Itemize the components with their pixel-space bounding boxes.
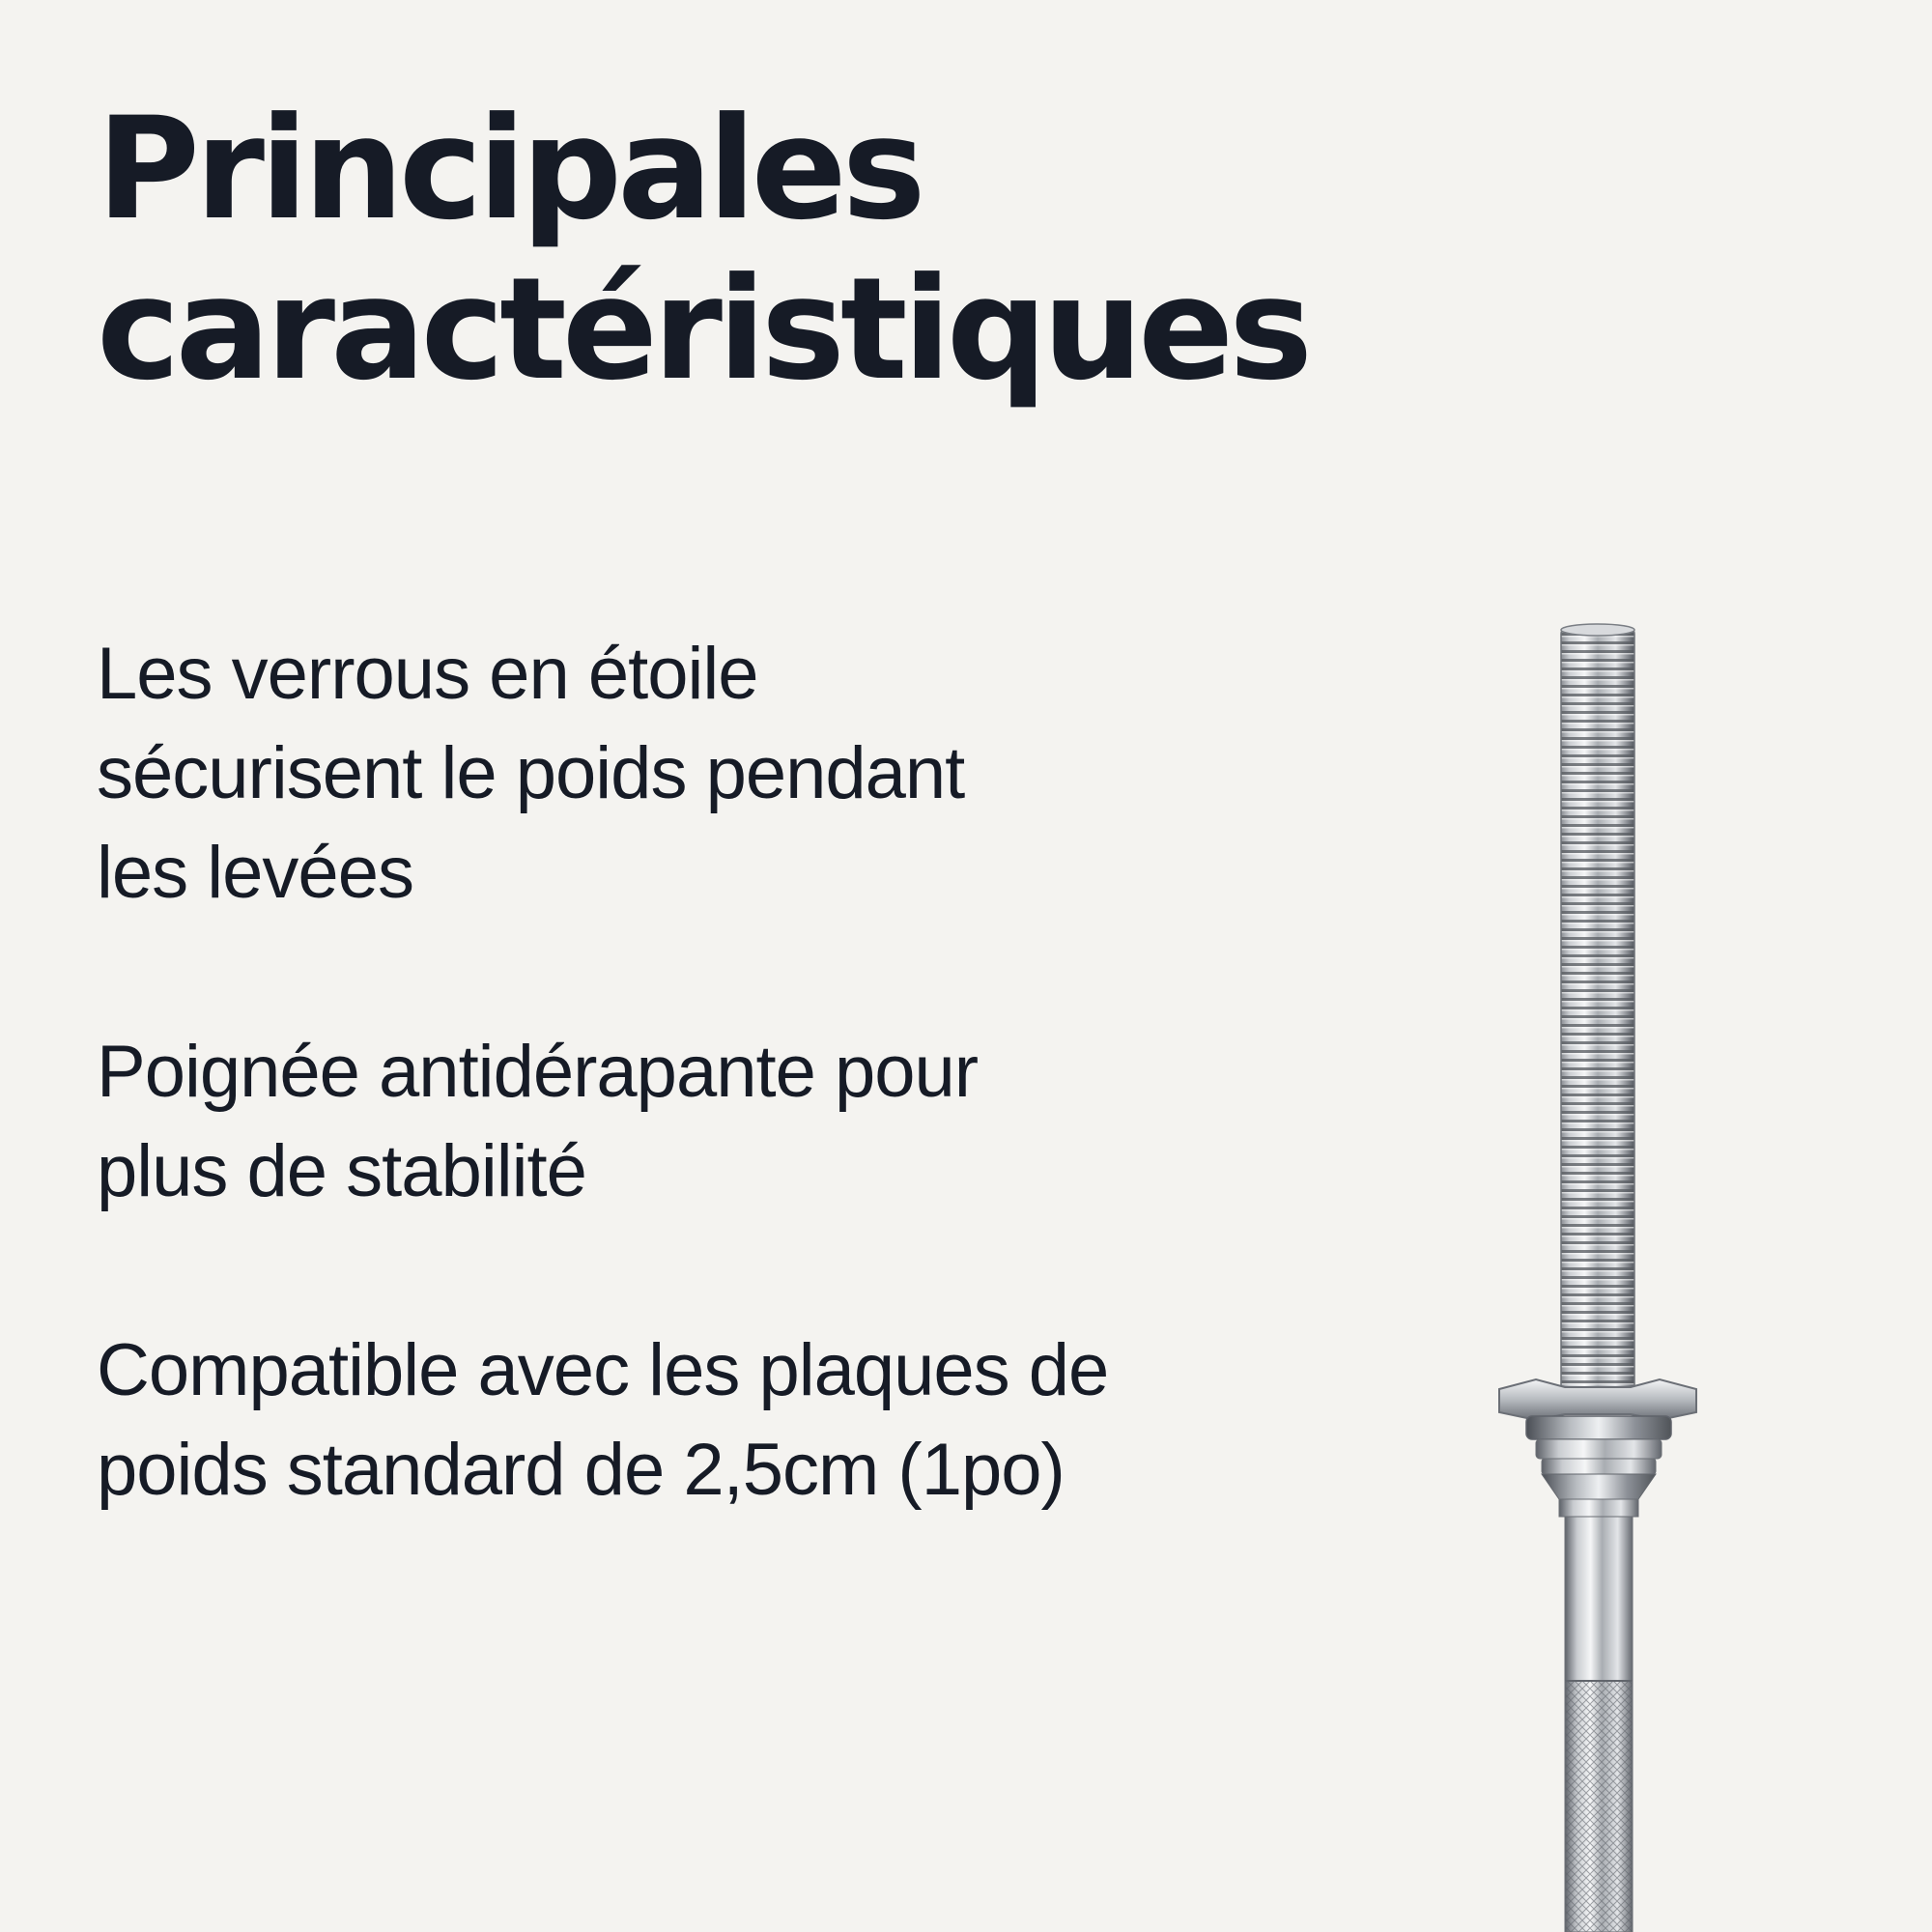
feature-line: plus de stabilité (97, 1130, 586, 1212)
page-title (97, 89, 1308, 410)
feature-list (97, 624, 1333, 1619)
feature-star-locks (97, 624, 1333, 923)
title-line-2: caractéristiques (97, 247, 1309, 412)
feature-line: sécurisent le poids pendant (97, 732, 965, 814)
feature-compatibility (97, 1321, 1333, 1520)
star-lock-collar (1499, 1379, 1696, 1459)
title-line-1: Principales (97, 87, 922, 251)
feature-line: Poignée antidérapante pour (97, 1031, 979, 1113)
knurled-grip (1565, 1681, 1633, 1932)
threaded-shaft (1561, 624, 1634, 1401)
feature-line: poids standard de 2,5cm (1po) (97, 1429, 1065, 1511)
feature-grip (97, 1022, 1333, 1221)
feature-line: les levées (97, 832, 413, 914)
feature-line: Les verrous en étoile (97, 633, 758, 715)
bar-sleeve (1542, 1459, 1656, 1681)
dumbbell-bar-image (1478, 618, 1739, 1932)
feature-line: Compatible avec les plaques de (97, 1329, 1109, 1411)
